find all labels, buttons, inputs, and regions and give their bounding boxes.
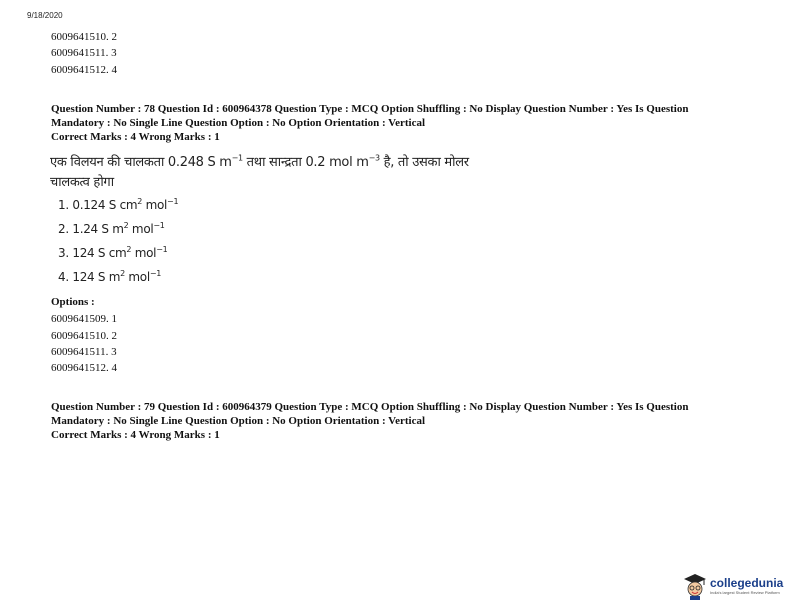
prev-option-3: 6009641512. 4 <box>51 64 117 76</box>
q78-option-4: 6009641512. 4 <box>51 362 117 374</box>
prev-option-1: 6009641510. 2 <box>51 31 117 43</box>
collegedunia-logo <box>683 571 788 601</box>
q78-choice-4: 4. 124 S $m^2$ mol$^{-1}$ <box>58 269 162 284</box>
graduate-mascot-icon <box>683 572 707 600</box>
print-date: 9/18/2020 <box>27 11 63 20</box>
prev-option-2: 6009641511. 3 <box>51 47 117 59</box>
brand-name: collegedunia <box>710 575 784 590</box>
q78-stem: एक विलयन की चालकता 0.248 S $m^{-1}$ तथा सान्द्रता 0.2 mol $m^{-3}$ है, तो उसका मोलर चालकत्व होगा <box>50 153 469 190</box>
q78-header <box>51 102 756 144</box>
q78-option-2: 6009641510. 2 <box>51 330 117 342</box>
q78-choice-3: 3. 124 S $cm^2$ mol$^{-1}$ <box>58 245 168 260</box>
q79-marks: Correct Marks : 4 Wrong Marks : 1 <box>51 429 220 441</box>
q78-choice-2: 2. 1.24 S $m^2$ mol$^{-1}$ <box>58 221 165 236</box>
q78-header-line1: Question Number : 78 Question Id : 600964378 Question Type : MCQ Option Shuffling : No Display Question Number : Yes Is Question <box>51 103 689 115</box>
q79-header <box>51 400 756 442</box>
q78-choice-1: 1. 0.124 S $cm^2$ mol$^{-1}$ <box>58 197 179 212</box>
q79-header-line2: Mandatory : No Single Line Question Option : No Option Orientation : Vertical <box>51 415 426 427</box>
q78-option-1: 6009641509. 1 <box>51 313 117 325</box>
q78-options-label: Options : <box>51 296 95 308</box>
q79-header-line1: Question Number : 79 Question Id : 600964379 Question Type : MCQ Option Shuffling : No Display Question Number : Yes Is Question <box>51 401 689 413</box>
q78-option-3: 6009641511. 3 <box>51 346 117 358</box>
brand-tagline: India's largest Student Review Platform <box>710 589 780 595</box>
q78-header-line2: Mandatory : No Single Line Question Option : No Option Orientation : Vertical <box>51 117 426 129</box>
q78-marks: Correct Marks : 4 Wrong Marks : 1 <box>51 131 220 143</box>
q78-question-body <box>50 153 480 289</box>
